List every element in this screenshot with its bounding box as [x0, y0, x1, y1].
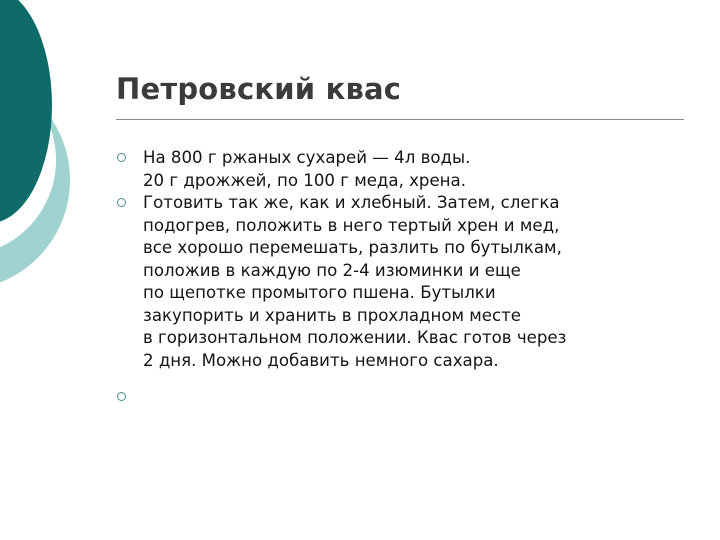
bullet-text-line: 2 дня. Можно добавить немного сахара.: [143, 350, 499, 370]
bullet-circle-icon: [117, 153, 126, 162]
bullet-circle-icon: [117, 198, 126, 207]
bullet-list: [116, 147, 686, 409]
bullet-text-line: в горизонтальном положении. Квас готов через: [143, 328, 567, 347]
bullet-circle-icon: [117, 392, 126, 401]
slide-title: Петровский квас: [116, 72, 402, 106]
bullet-text-line: Готовить так же, как и хлебный. Затем, слегка: [143, 193, 560, 212]
title-divider: [116, 119, 684, 120]
bullet-text-line: закупорить и хранить в прохладном месте: [143, 305, 521, 325]
bullet-text-line: На 800 г ржаных сухарей — 4л воды.: [143, 148, 471, 167]
bullet-text-line: положив в каждую по 2-4 изюминки и еще: [143, 260, 521, 280]
bullet-item-2: [116, 192, 686, 372]
bullet-text-line: подогрев, положить в него тертый хрен и мед,: [143, 215, 560, 235]
bullet-item-1: [116, 147, 686, 192]
decorative-circles: [0, 0, 120, 300]
bullet-text-line: по щепотке промытого пшена. Бутылки: [143, 283, 496, 302]
bullet-text-line: все хорошо перемешать, разлить по бутылкам,: [143, 238, 562, 257]
bullet-text-line: 20 г дрожжей, по 100 г меда, хрена.: [143, 170, 466, 190]
bullet-item-3-empty: [116, 386, 686, 409]
